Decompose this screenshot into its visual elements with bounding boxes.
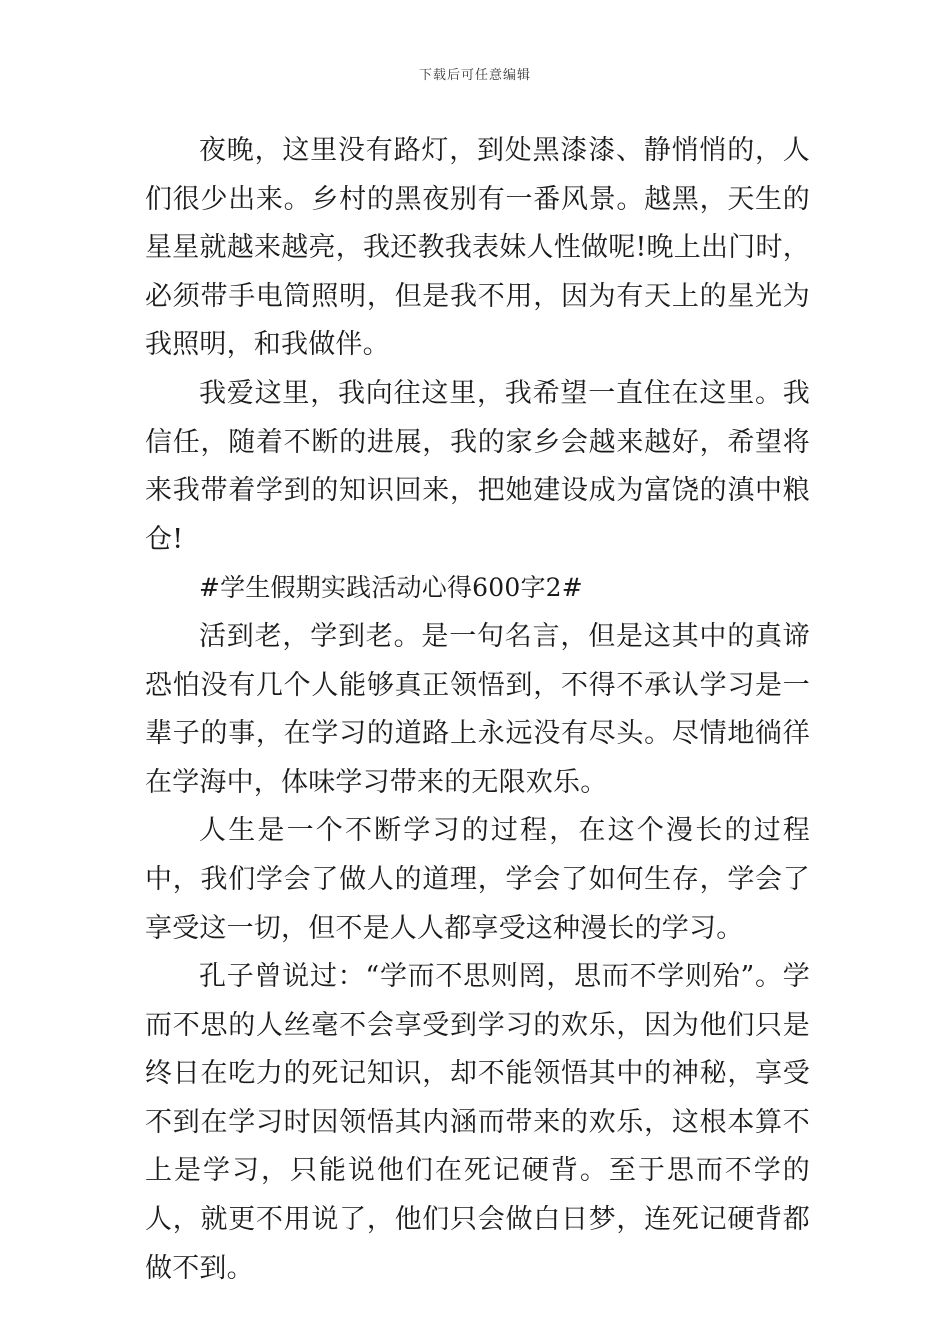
section-heading: #学生假期实践活动心得600字2# bbox=[199, 573, 583, 603]
paragraph-life-learning-process: 人生是一个不断学习的过程，在这个漫长的过程中，我们学会了做人的道理，学会了如何生存，学会了享受这一切，但不是人人都享受这种漫长的学习。 bbox=[145, 815, 810, 944]
document-body bbox=[145, 127, 810, 1293]
paragraph-night-village: 夜晚，这里没有路灯，到处黑漆漆、静悄悄的，人们很少出来。乡村的黑夜别有一番风景。越黑，天生的星星就越来越亮，我还教我表妹人性做呢!晚上出门时，必须带手电筒照明，但是我不用，因为有天上的星光为我照明，和我做伴。 bbox=[145, 135, 810, 361]
header-note: 下载后可任意编辑 bbox=[418, 68, 531, 83]
paragraph-love-hometown: 我爱这里，我向往这里，我希望一直住在这里。我信任，随着不断的进展，我的家乡会越来越好，希望将来我带着学到的知识回来，把她建设成为富饶的滇中粮仓! bbox=[145, 377, 810, 555]
paragraph-lifelong-learning: 活到老，学到老。是一句名言，但是这其中的真谛恐怕没有几个人能够真正领悟到，不得不承认学习是一辈子的事，在学习的道路上永远没有尽头。尽情地徜徉在学海中，体味学习带来的无限欢乐。 bbox=[145, 620, 810, 798]
paragraph-confucius-quote: 孔子曾说过：“学而不思则罔，思而不学则殆”。学而不思的人丝毫不会享受到学习的欢乐，因为他们只是终日在吃力的死记知识，却不能领悟其中的神秘，享受不到在学习时因领悟其内涵而带来的欢乐，这根本算不上是学习，只能说他们在死记硬背。至于思而不学的人，就更不用说了，他们只会做白日梦，连死记硬背都做不到。 bbox=[145, 961, 810, 1284]
